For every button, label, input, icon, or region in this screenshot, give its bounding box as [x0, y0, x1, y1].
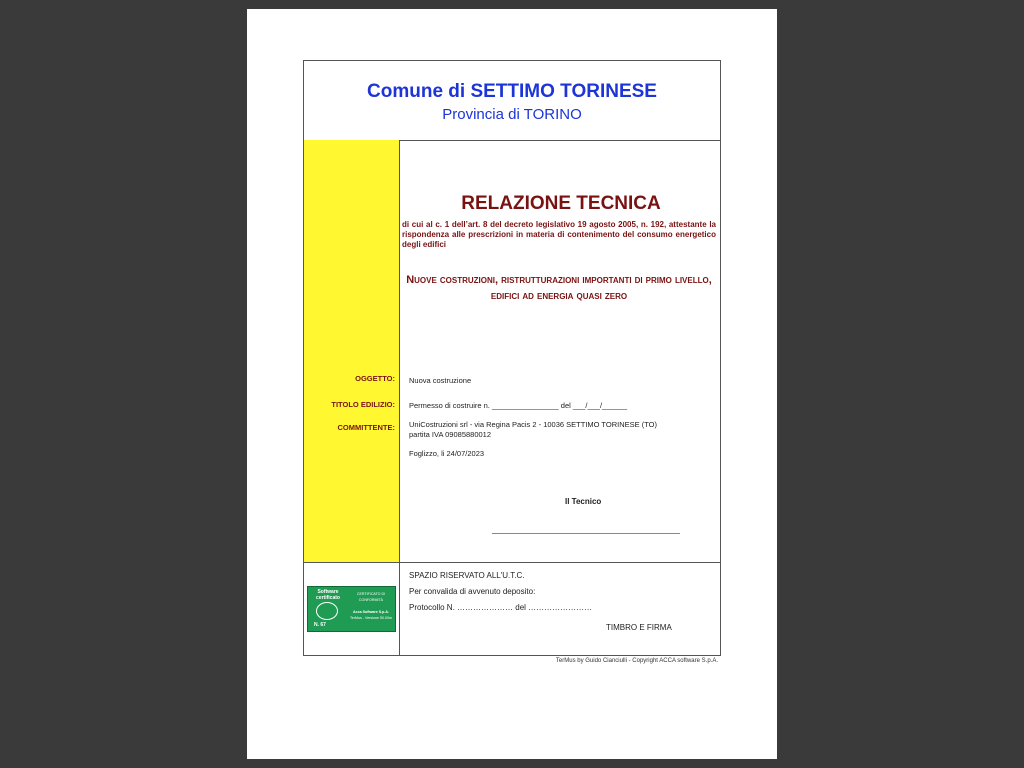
header-box: [304, 61, 720, 141]
municipality-title: Comune di SETTIMO TORINESE: [367, 81, 657, 102]
oggetto-value: Nuova costruzione: [409, 376, 472, 385]
badge-line-1: CERTIFICATO DI CONFORMITÀ: [356, 592, 386, 602]
committente-vat: partita IVA 09085880012: [409, 430, 492, 439]
riservato-utc: SPAZIO RISERVATO ALL'U.T.C.: [409, 571, 525, 580]
badge-title: Software certificato: [316, 589, 340, 601]
main-content: [400, 140, 722, 563]
software-certified-badge: [307, 586, 396, 632]
committente-label: COMMITTENTE:: [337, 423, 395, 432]
tecnico-label: Il Tecnico: [565, 497, 602, 506]
convalida-text: Per convalida di avvenuto deposito:: [409, 587, 536, 596]
protocollo-text: Protocollo N. ………………… del ……………………: [409, 603, 593, 612]
province-subtitle: Provincia di TORINO: [442, 106, 582, 123]
cover-frame: [303, 60, 721, 656]
report-title: RELAZIONE TECNICA: [461, 193, 661, 214]
certified-logo-icon: [316, 602, 338, 620]
document-page: [247, 9, 777, 759]
committente-address: UniCostruzioni srl - via Regina Pacis 2 - 10036 SETTIMO TORINESE (TO): [409, 420, 657, 429]
badge-line-3: TerMus - Versione 50.00m: [350, 616, 392, 620]
badge-number: N. 67: [314, 622, 326, 628]
badge-line-2: Acca Software S.p.A.: [353, 610, 389, 614]
titolo-edilizio-label: TITOLO EDILIZIO:: [331, 400, 395, 409]
footer-badge-cell: [304, 563, 400, 656]
footer-box: [304, 562, 720, 656]
yellow-sidebar: [304, 140, 400, 563]
badge-details: [348, 591, 394, 621]
place-date: Foglizzo, li 24/07/2023: [409, 449, 485, 458]
titolo-edilizio-value: Permesso di costruire n. ________________ del ___/___/______: [409, 401, 628, 410]
report-category: Nuove costruzioni, ristrutturazioni importanti di primo livello, edifici ad energia quasi zero: [406, 274, 712, 302]
signature-line: [492, 533, 680, 534]
copyright-notice: TerMus by Guido Cianciulli - Copyright ACCA software S.p.A.: [555, 658, 718, 664]
oggetto-label: OGGETTO:: [355, 374, 395, 383]
timbro-firma: TIMBRO E FIRMA: [606, 623, 672, 632]
report-description: di cui al c. 1 dell’art. 8 del decreto legislativo 19 agosto 2005, n. 192, attestante la rispondenza alle prescrizioni in materia di contenimento del consumo energetico degli edifici: [402, 220, 716, 249]
